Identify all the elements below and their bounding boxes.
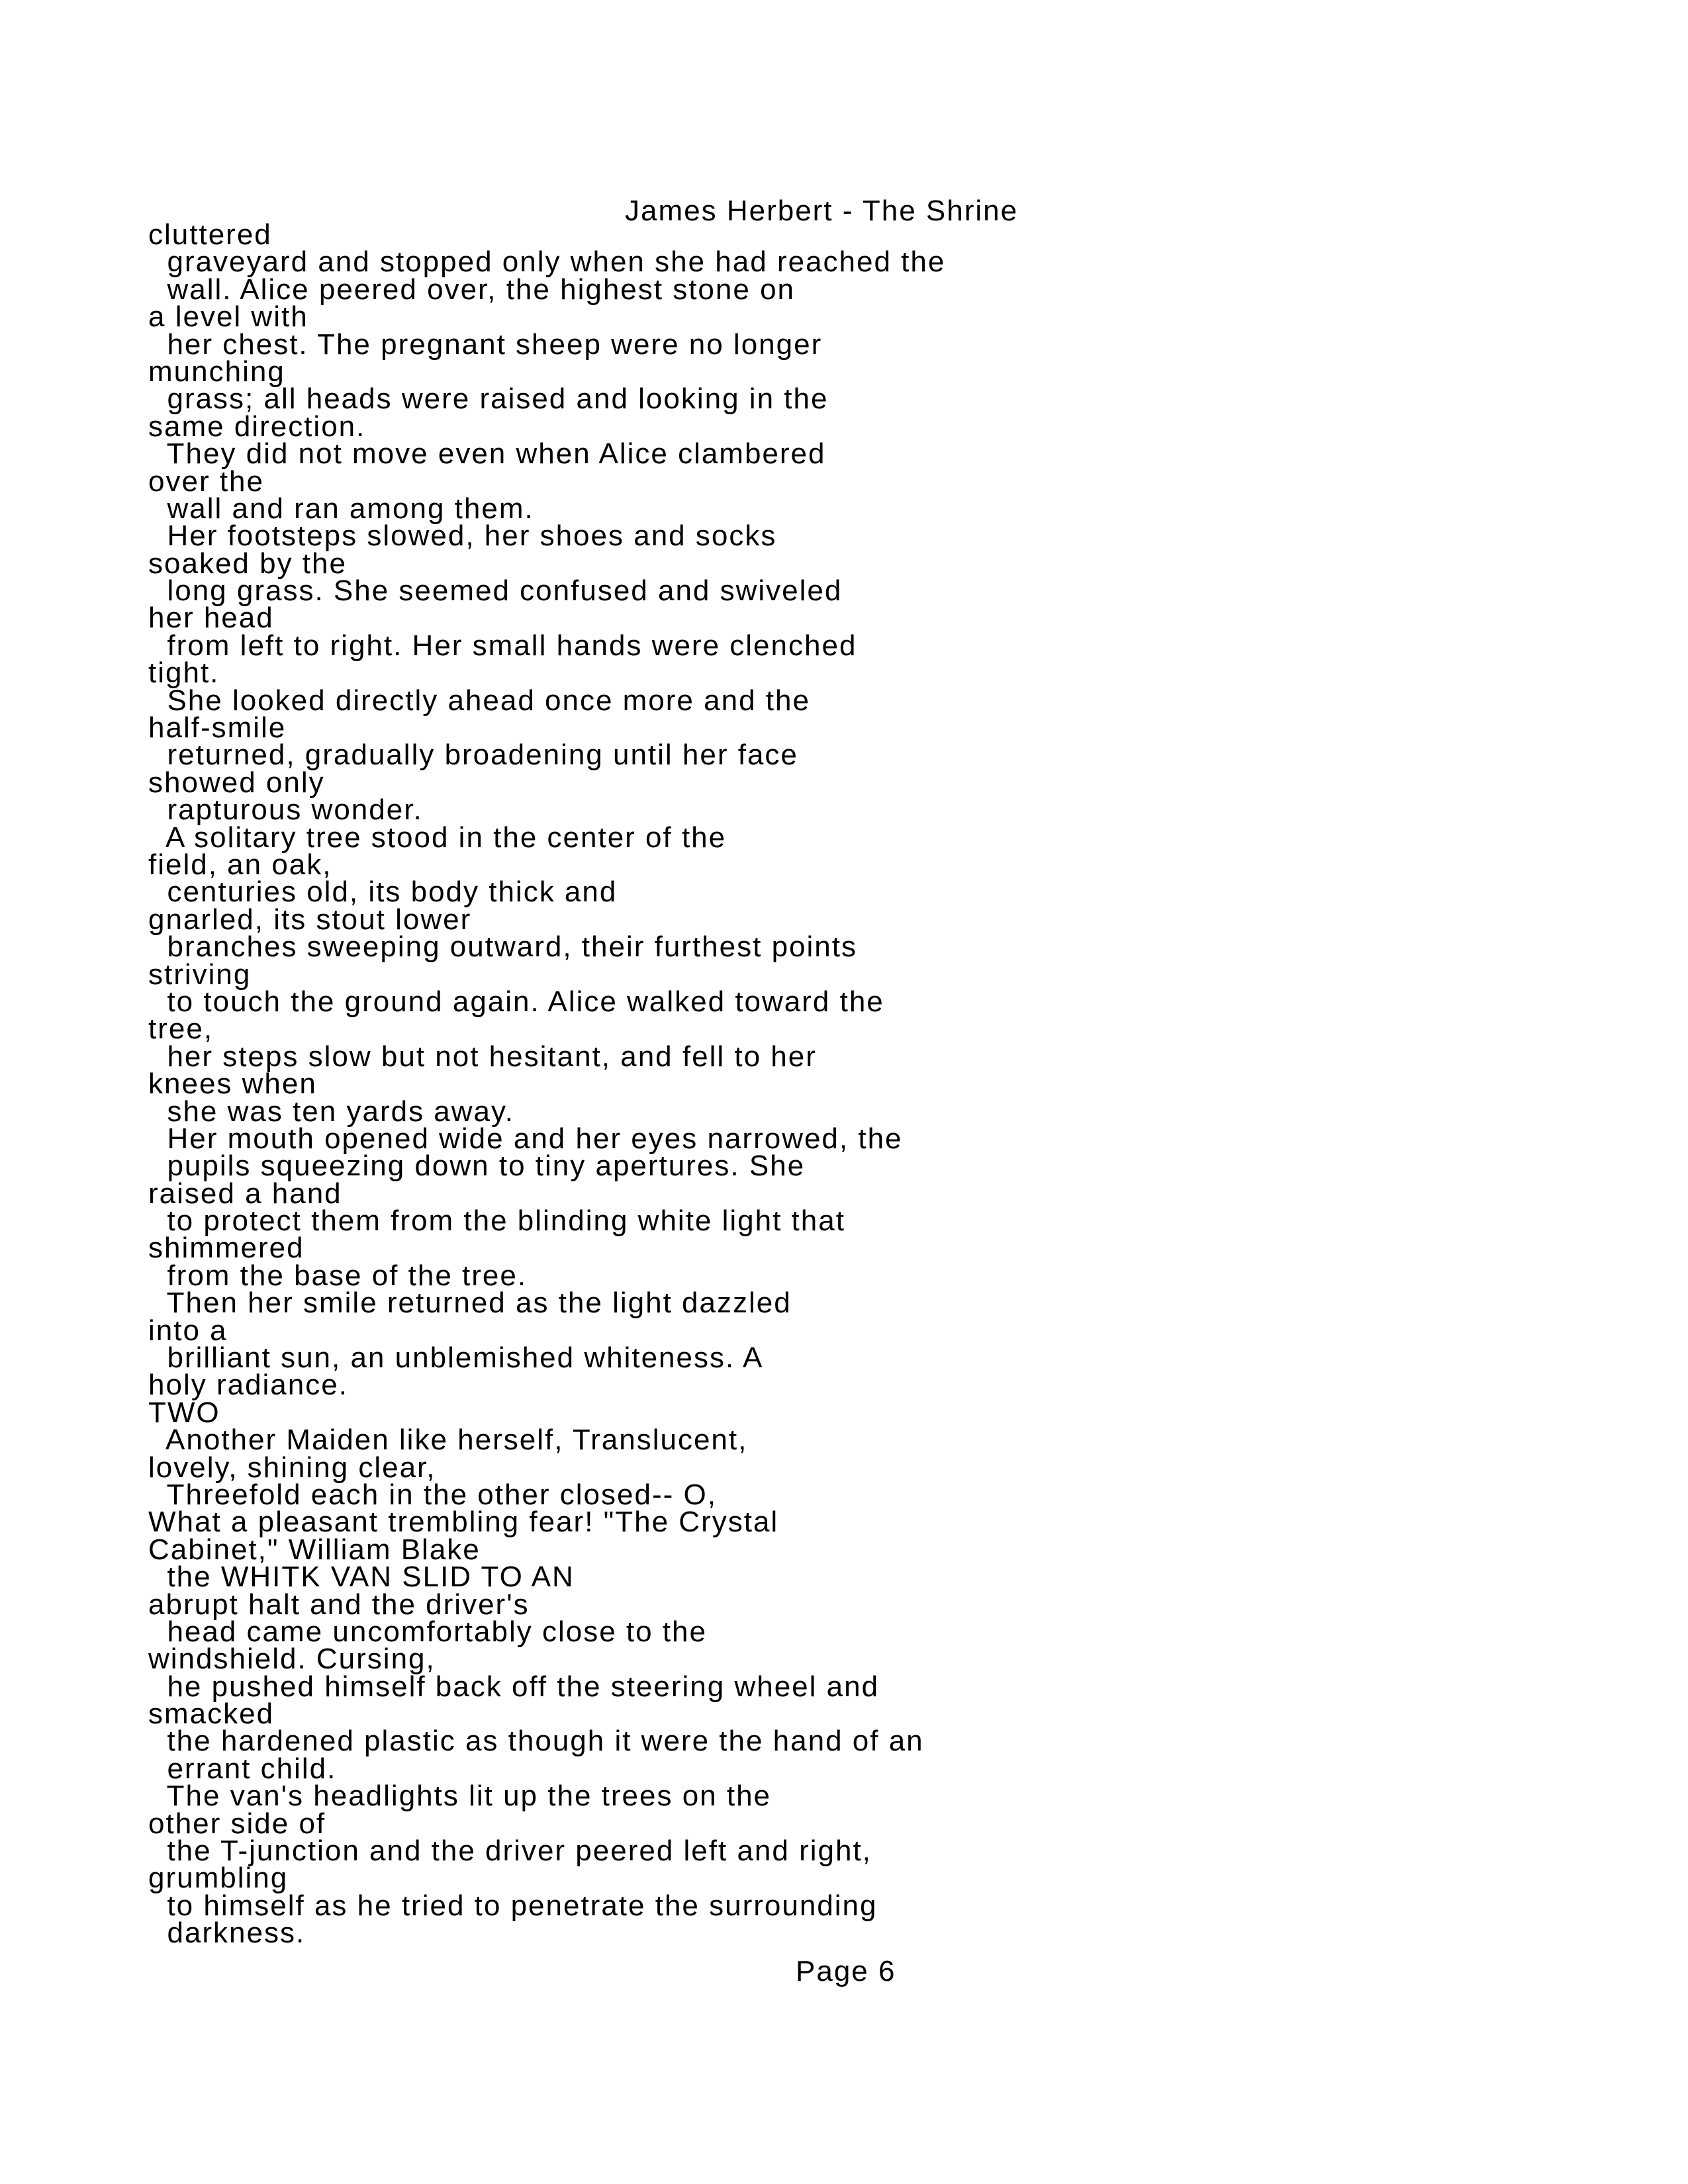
text-line: knees when <box>148 1068 317 1101</box>
text-line: her steps slow but not hesitant, and fell to her <box>148 1040 817 1073</box>
text-line: from left to right. Her small hands were clenched <box>148 629 857 662</box>
text-line: A solitary tree stood in the center of the <box>148 821 727 854</box>
text-line: TWO <box>148 1396 220 1429</box>
text-line: branches sweeping outward, their furthest points <box>148 931 857 964</box>
text-line: wall and ran among them. <box>148 492 534 525</box>
text-line: soaked by the <box>148 547 347 580</box>
text-line: grass; all heads were raised and looking in the <box>148 383 829 416</box>
text-line: she was ten yards away. <box>148 1095 514 1128</box>
text-line: her chest. The pregnant sheep were no longer <box>148 328 823 361</box>
text-line: long grass. She seemed confused and swiveled <box>148 574 843 608</box>
text-line: the hardened plastic as though it were the hand of an <box>148 1725 924 1758</box>
text-line: errant child. <box>148 1752 337 1785</box>
text-line: field, an oak, <box>148 848 332 881</box>
text-line: abrupt halt and the driver's <box>148 1588 530 1621</box>
text-line: tree, <box>148 1013 214 1046</box>
text-line: darkness. <box>148 1917 306 1950</box>
text-line: a level with <box>148 300 308 334</box>
text-line: to protect them from the blinding white light that <box>148 1205 845 1238</box>
text-line: Threefold each in the other closed-- O, <box>148 1478 717 1511</box>
text-line: he pushed himself back off the steering wheel and <box>148 1670 880 1703</box>
text-line: Then her smile returned as the light dazzled <box>148 1287 792 1320</box>
text-line: windshield. Cursing, <box>148 1643 436 1676</box>
text-line: Cabinet," William Blake <box>148 1533 481 1566</box>
text-line: munching <box>148 355 285 388</box>
text-line: What a pleasant trembling fear! "The Crystal <box>148 1506 779 1539</box>
text-line: She looked directly ahead once more and the <box>148 684 810 717</box>
text-line: gnarled, its stout lower <box>148 903 472 936</box>
text-line: other side of <box>148 1807 326 1840</box>
text-line: her head <box>148 602 274 635</box>
text-line: to touch the ground again. Alice walked toward the <box>148 985 884 1018</box>
text-line: brilliant sun, an unblemished whiteness. A <box>148 1342 764 1375</box>
text-line: graveyard and stopped only when she had reached the <box>148 246 946 279</box>
text-line: lovely, shining clear, <box>148 1451 436 1484</box>
text-line: Another Maiden like herself, Translucent, <box>148 1424 748 1457</box>
text-line: showed only <box>148 766 325 799</box>
text-line: same direction. <box>148 410 366 443</box>
text-line: from the base of the tree. <box>148 1259 528 1292</box>
text-line: cluttered <box>148 218 272 251</box>
text-line: head came uncomfortably close to the <box>148 1615 707 1648</box>
page-number: Page 6 <box>796 1955 896 1987</box>
text-line: rapturous wonder. <box>148 794 423 827</box>
text-line: shimmered <box>148 1232 305 1265</box>
running-header: James Herbert - The Shrine <box>625 195 1019 227</box>
text-line: Her footsteps slowed, her shoes and socks <box>148 520 777 553</box>
text-line: centuries old, its body thick and <box>148 876 618 909</box>
text-line: holy radiance. <box>148 1369 348 1402</box>
text-line: tight. <box>148 657 220 690</box>
text-line: the WHITK VAN SLID TO AN <box>148 1561 575 1594</box>
text-line: half-smile <box>148 711 287 745</box>
text-line: over the <box>148 465 264 498</box>
text-line: smacked <box>148 1698 275 1731</box>
text-line: to himself as he tried to penetrate the surrounding <box>148 1889 878 1922</box>
text-line: Her mouth opened wide and her eyes narrowed, the <box>148 1122 903 1155</box>
text-line: They did not move even when Alice clambered <box>148 437 826 471</box>
text-line: the T-junction and the driver peered left and right, <box>148 1835 872 1868</box>
text-line: pupils squeezing down to tiny apertures. She <box>148 1150 806 1183</box>
text-line: The van's headlights lit up the trees on the <box>148 1780 772 1813</box>
text-line: raised a hand <box>148 1177 342 1210</box>
text-line: striving <box>148 958 252 991</box>
text-line: into a <box>148 1314 228 1347</box>
body-text <box>148 218 1605 1950</box>
text-line: wall. Alice peered over, the highest stone on <box>148 273 796 306</box>
text-line: grumbling <box>148 1862 289 1895</box>
text-line: returned, gradually broadening until her face <box>148 739 798 772</box>
